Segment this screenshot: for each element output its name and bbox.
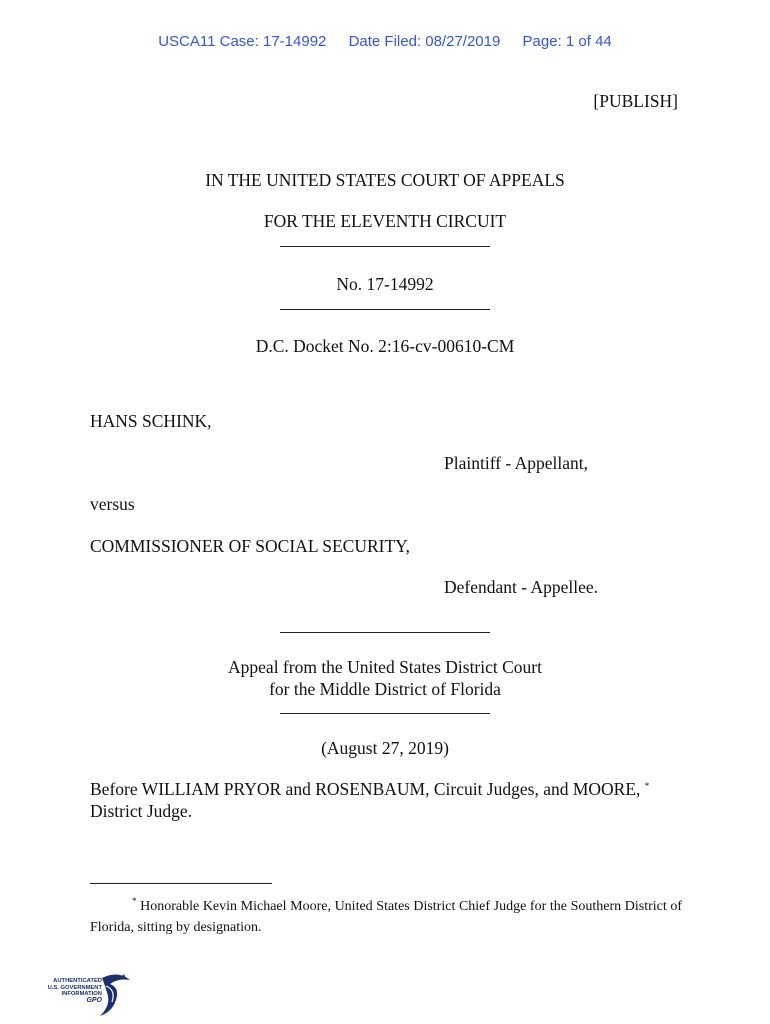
case-number: No. 17-14992 [336,274,434,294]
defendant-role: Defendant - Appellee. [444,577,599,597]
separator-rule [280,246,490,247]
defendant-name: COMMISSIONER OF SOCIAL SECURITY, [90,536,410,556]
footnote-rule [90,883,272,884]
filing-header [0,33,770,50]
logo-text: AUTHENTICATED U.S. GOVERNMENT INFORMATION GPO [47,978,102,1004]
panel-judges: Before WILLIAM PRYOR and ROSENBAUM, Circuit Judges, and MOORE, [90,779,641,799]
plaintiff-name: HANS SCHINK, [90,411,212,431]
appeal-line-1: Appeal from the United States District Court [228,657,542,677]
publish-tag: [PUBLISH] [593,91,678,111]
separator-rule [280,309,490,310]
header-case: USCA11 Case: 17-14992 [158,33,327,50]
footnote [90,891,682,938]
separator-rule [280,632,490,633]
footnote-marker: * [132,896,137,906]
header-page: Page: 1 of 44 [522,33,612,50]
panel-line-2: District Judge. [90,801,193,821]
header-date-filed: Date Filed: 08/27/2019 [348,33,501,50]
appeal-line-2: for the Middle District of Florida [269,679,501,699]
separator-rule [280,713,490,714]
footnote-text: Honorable Kevin Michael Moore, United States District Chief Judge for the Southern District of Florida, sitting by designation. [90,899,683,935]
footnote-marker: * [644,781,650,791]
court-name: IN THE UNITED STATES COURT OF APPEALS [205,170,565,190]
versus-text: versus [90,494,135,514]
gpo-eagle-icon [96,972,132,1018]
panel-line-1 [90,779,649,800]
decision-date: (August 27, 2019) [321,738,449,758]
gpo-authentication-logo [44,972,134,1018]
docket-number: D.C. Docket No. 2:16-cv-00610-CM [255,336,515,356]
plaintiff-role: Plaintiff - Appellant, [444,453,589,473]
circuit-name: FOR THE ELEVENTH CIRCUIT [263,211,507,231]
